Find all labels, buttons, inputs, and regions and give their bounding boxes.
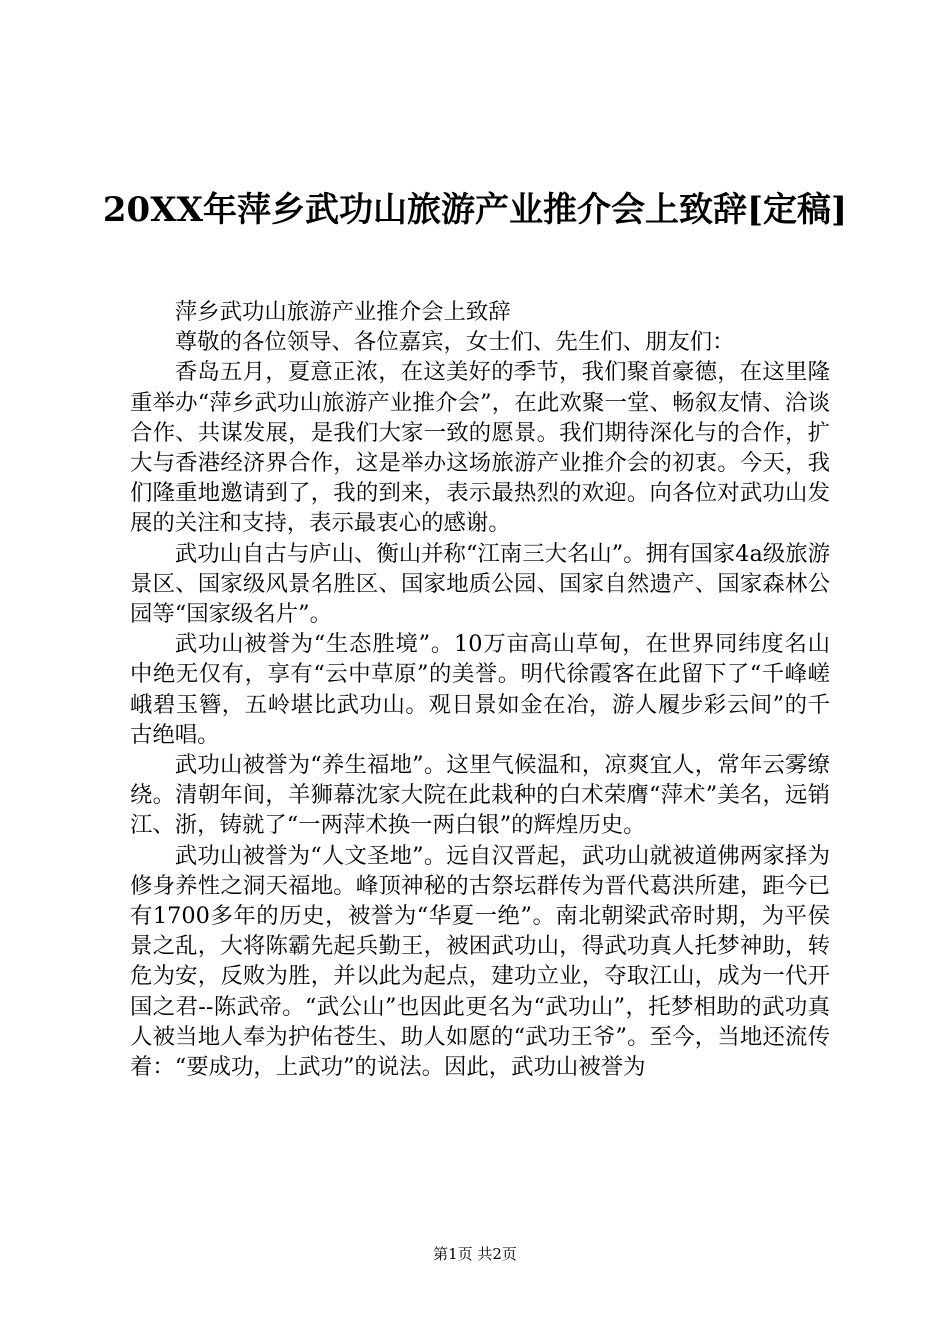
paragraph-subtitle: 萍乡武功山旅游产业推介会上致辞 (174, 299, 511, 325)
document-title: 20XX年萍乡武功山旅游产业推介会上致辞[定稿] (102, 190, 848, 230)
paragraph: 武功山被誉为“生态胜境”。10万亩高山草甸，在世界同纬度名山中绝无仅有，享有“云中草原”的美誉。明代徐霞客在此留下了“千峰嵯峨碧玉簪，五岭堪比武功山。观日景如金在冶，游人履步彩云间”的千古绝唱。 (130, 631, 830, 748)
paragraph: 香岛五月，夏意正浓，在这美好的季节，我们聚首豪德，在这里隆重举办“萍乡武功山旅游产业推介会”，在此欢聚一堂、畅叙友情、洽谈合作、共谋发展，是我们大家一致的愿景。我们期待深化与的合作，扩大与香港经济界合作，这是举办这场旅游产业推介会的初衷。今天，我们隆重地邀请到了，我的到来，表示最热烈的欢迎。向各位对武功山发展的关注和支持，表示最衷心的感谢。 (130, 359, 830, 537)
page-footer: 第1页 共2页 (433, 1245, 517, 1263)
document-body (130, 297, 830, 1082)
paragraph: 武功山被誉为“养生福地”。这里气候温和，凉爽宜人，常年云雾缭绕。清朝年间，羊狮幕沈家大院在此栽种的白术荣膺“萍术”美名，远销江、浙，铸就了“一两萍术换一两白银”的辉煌历史。 (130, 752, 830, 839)
paragraph-salutation: 尊敬的各位领导、各位嘉宾，女士们、先生们、朋友们： (174, 329, 735, 356)
paragraph: 武功山自古与庐山、衡山并称“江南三大名山”。拥有国家4a级旅游景区、国家级风景名胜区、国家地质公园、国家自然遗产、国家森林公园等“国家级名片”。 (130, 540, 830, 628)
paragraph: 武功山被誉为“人文圣地”。远自汉晋起，武功山就被道佛两家择为修身养性之洞天福地。峰顶神秘的古祭坛群传为晋代葛洪所建，距今已有1700多年的历史，被誉为“华夏一绝”。南北朝梁武帝时期，为平侯景之乱，大将陈霸先起兵勤王，被困武功山，得武功真人托梦神助，转危为安，反败为胜，并以此为起点，建功立业，夺取江山，成为一代开国之君--陈武帝。“武公山”也因此更名为“武功山”，托梦相助的武功真人被当地人奉为护佑苍生、助人如愿的“武功王爷”。至今，当地还流传着：“要成功，上武功”的说法。因此，武功山被誉为 (130, 842, 830, 1081)
